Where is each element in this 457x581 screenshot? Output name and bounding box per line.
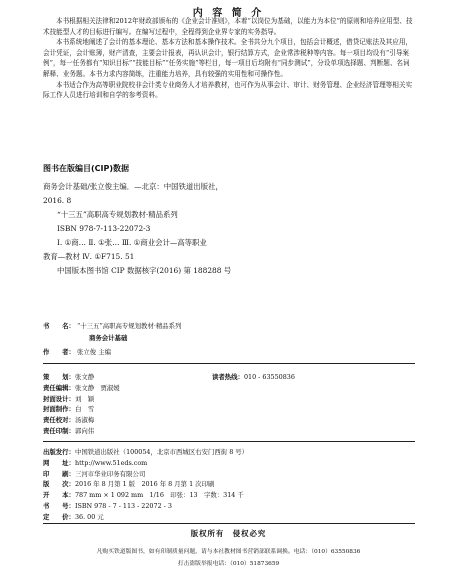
intro-paragraph: 本书系统地阐述了会计的基本理论、基本方法和基本操作技术。全书共分九个项目，包括会计概述，借贷记账法及其应用，会计凭证，会计账簿，财产清查，主要会计报表，再认识会计，银行结算方式，企业常涉税种等内容。每一项目均设有“引导案例”，每一任务都有“知识目标”“技能目标”“任务实施”等栏目，每一项目后均附有“同步测试”，分设单项选择题、判断题、名词解释、业务题。本书力求内容简练，注重能力培养，具有较强的实用性和可操作性。 <box>43 38 413 78</box>
pub-row: 网 址：http://www.51eds.com <box>43 458 148 467</box>
book-name-label: 书 名： <box>43 322 75 330</box>
author-label: 作 者： <box>43 348 75 356</box>
cip-line: 2016. 8 <box>43 196 72 205</box>
intro-paragraph: 本书根据相关法律和2012年财政部颁布的《企业会计准则》，本着“以岗位为基础，以能力为本位”的原则和培养应用型、技术技能型人才的目标进行编写。在编写过程中，全程得到企业界专家的实务指导。 <box>43 17 413 36</box>
cip-line: 中国版本图书馆 CIP 数据核字(2016) 第 188288 号 <box>57 266 232 275</box>
hotline: 读者热线：010 - 63550836 <box>212 373 295 381</box>
editor-row: 封面设计：刘 颖 <box>43 394 95 403</box>
pub-row: 开 本：787 mm × 1 092 mm 1/16 印张：13 字数：314 千 <box>43 491 244 500</box>
page-title: 内 容 简 介 <box>192 8 265 19</box>
author-line <box>43 347 111 358</box>
editor-row: 策 划：张文静 <box>43 373 95 381</box>
content-summary <box>43 16 415 101</box>
piracy-hotline: 打击盗版举报电话：（010）51873659 <box>177 561 280 567</box>
cip-heading: 图书在版编目(CIP)数据 <box>43 164 130 173</box>
author-value: 张立俊 主编 <box>77 348 111 356</box>
cip-line: Ⅰ. ①商… Ⅱ. ①张… Ⅲ. ①商业会计—高等职业 <box>57 238 207 247</box>
book-name: 商务会计基础 <box>89 334 128 342</box>
editors-block <box>43 372 120 437</box>
divider <box>43 363 415 364</box>
rights-notice: 版权所有 侵权必究 <box>190 529 267 538</box>
publication-block <box>43 447 248 523</box>
quality-notice: 凡购买铁道版图书，如有印制质量问题，请与本社教材图书营销部联系调换。电话：（010）63550836 <box>96 549 361 555</box>
book-title-block <box>43 321 181 332</box>
editor-row: 责任编辑：张文静 贾淑媛 <box>43 383 120 392</box>
divider <box>43 523 415 524</box>
pub-row: 书 号：ISBN 978 - 7 - 113 - 22072 - 3 <box>43 501 172 510</box>
editor-row: 封面制作：白 雪 <box>43 405 95 414</box>
pub-row: 出版发行：中国铁道出版社（100054，北京市西城区右安门西街 8 号） <box>43 448 249 456</box>
cip-data <box>43 180 423 278</box>
cip-line: “十三五”高职高专规划教材·精品系列 <box>57 210 178 219</box>
divider <box>43 441 415 442</box>
pub-row: 定 价：36. 00 元 <box>43 512 104 521</box>
cip-line: ISBN 978-7-113-22072-3 <box>57 224 151 233</box>
editor-row: 责任校对：汤淑梅 <box>43 416 95 425</box>
cip-line: 教育—教材 Ⅳ. ①F715. 51 <box>43 252 135 261</box>
cip-line: 商务会计基础/张立俊主编．—北京：中国铁道出版社， <box>43 182 223 191</box>
intro-paragraph: 本书适合作为高等职业院校非会计类专业商务人才培养教材，也可作为从事会计、审计、财务管理、企业经济管理等相关实际工作人员进行培训和自学的参考资料。 <box>43 80 413 100</box>
pub-row: 印 刷：三河市华业印务有限公司 <box>43 469 146 478</box>
book-series: “十三五”高职高专规划教材·精品系列 <box>77 322 182 330</box>
editor-row: 责任印制：郭向伟 <box>43 426 95 435</box>
pub-row: 版 次：2016 年 8 月第 1 版 2016 年 8 月第 1 次印刷 <box>43 480 215 489</box>
